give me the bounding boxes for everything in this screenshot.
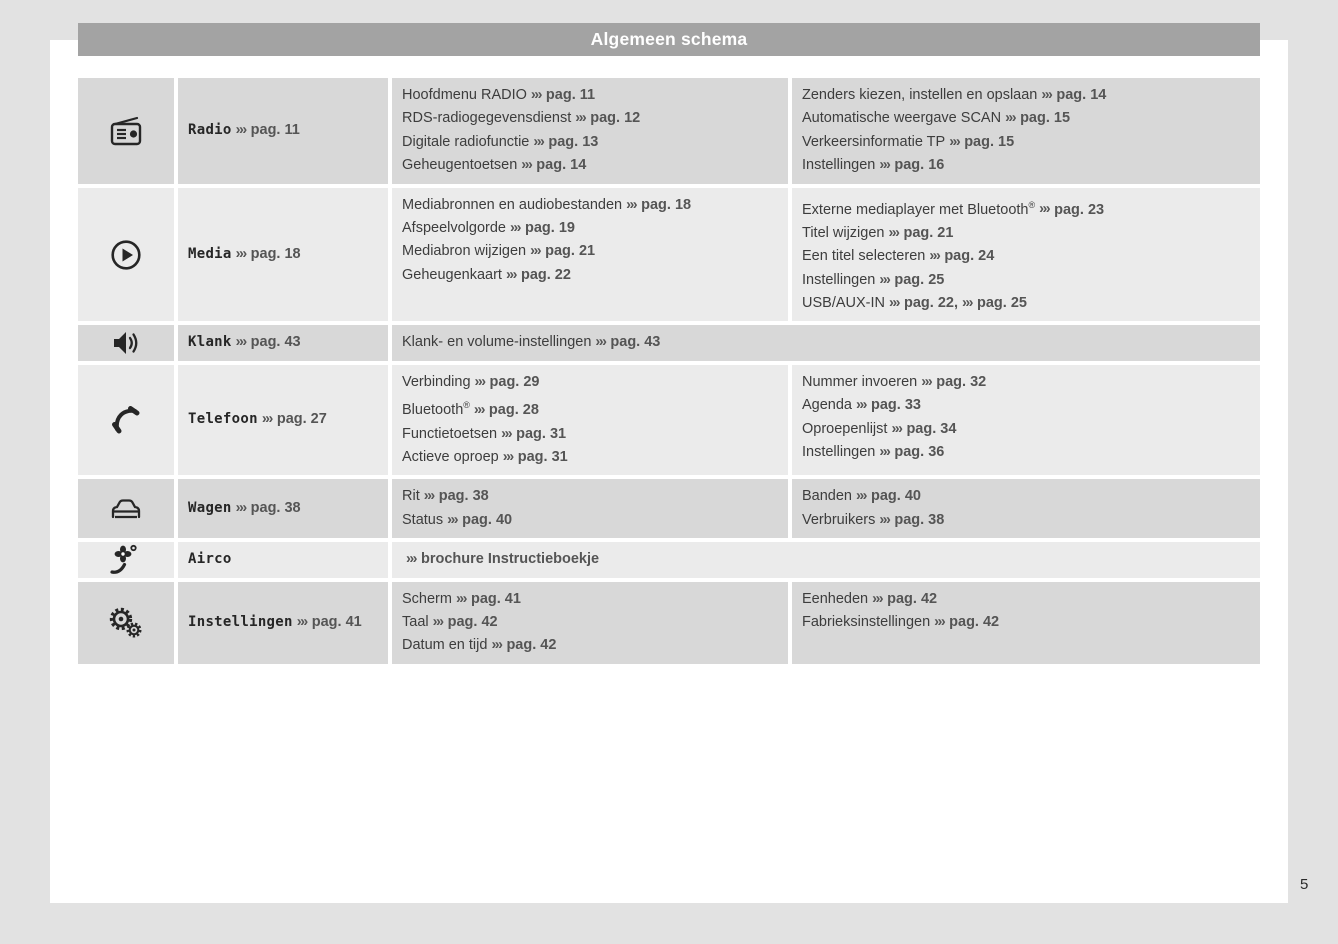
section-name-cell xyxy=(178,325,388,360)
page-ref-link[interactable]: pag. 15 xyxy=(964,133,1015,150)
page-ref-link[interactable]: pag. 25 xyxy=(977,295,1027,312)
car-icon xyxy=(108,494,144,524)
page-ref-link[interactable]: pag. 14 xyxy=(536,157,587,174)
page-ref-link[interactable]: pag. 23 xyxy=(1054,201,1105,218)
toc-entry: Bluetooth® ››› pag. 28 xyxy=(402,400,539,419)
ref-arrow: ››› xyxy=(423,488,434,505)
ref-arrow: ››› xyxy=(521,157,532,174)
ref-arrow: ››› xyxy=(501,425,512,442)
page-ref-link[interactable]: pag. 32 xyxy=(936,373,987,390)
climate-icon xyxy=(78,542,174,577)
toc-entry: Oproepenlijst ››› pag. 34 xyxy=(802,420,957,437)
page-ref-link[interactable]: pag. 15 xyxy=(1020,110,1071,127)
page-ref-link[interactable]: pag. 25 xyxy=(894,271,945,288)
toc-entry: Klank- en volume-instellingen ››› pag. 43 xyxy=(402,334,661,351)
gears-icon xyxy=(107,606,145,640)
page-ref-link[interactable]: pag. 27 xyxy=(276,411,327,428)
page-ref-link[interactable]: pag. 28 xyxy=(488,402,539,419)
registered-mark: ® xyxy=(1028,199,1036,210)
speaker-icon xyxy=(78,325,174,360)
toc-entry: Datum en tijd ››› pag. 42 xyxy=(402,637,557,654)
phone-icon xyxy=(78,365,174,475)
ref-arrow: ››› xyxy=(455,590,466,607)
page-ref-link[interactable]: pag. 21 xyxy=(903,224,954,241)
topics-col1 xyxy=(392,365,788,475)
toc-row-telefoon xyxy=(78,365,1260,475)
page-ref-link[interactable]: pag. 11 xyxy=(545,87,596,103)
page-ref-link[interactable]: pag. 19 xyxy=(525,220,575,237)
section-name: Radio ››› pag. 11 xyxy=(188,122,300,139)
ref-arrow: ››› xyxy=(235,334,246,351)
page-ref-link[interactable]: pag. 43 xyxy=(610,334,661,351)
topics-col2 xyxy=(792,479,1260,538)
ref-arrow: ››› xyxy=(235,245,246,262)
page-ref-link[interactable]: pag. 31 xyxy=(517,448,568,465)
page-ref-link[interactable]: pag. 42 xyxy=(506,637,557,654)
toc-row-radio xyxy=(78,78,1260,184)
toc-entry: Titel wijzigen ››› pag. 21 xyxy=(802,224,954,241)
section-name-cell xyxy=(178,365,388,475)
ref-arrow: ››› xyxy=(473,402,484,419)
section-name-cell xyxy=(178,479,388,538)
section-name: Instellingen ››› pag. 41 xyxy=(188,613,362,630)
phone-icon xyxy=(109,403,143,437)
toc-row-instellingen xyxy=(78,582,1260,664)
toc-entry: Verbruikers ››› pag. 38 xyxy=(802,511,945,528)
toc-entry: Status ››› pag. 40 xyxy=(402,511,513,528)
page-ref-link[interactable]: pag. 41 xyxy=(311,613,362,630)
page-ref-link[interactable]: pag. 29 xyxy=(489,373,540,390)
toc-entry: Externe mediaplayer met Bluetooth® ››› pag. 23 xyxy=(802,199,1105,218)
ref-arrow: ››› xyxy=(879,511,890,528)
toc-entry: Instellingen ››› pag. 25 xyxy=(802,271,945,288)
toc-entry: Een titel selecteren ››› pag. 24 xyxy=(802,248,995,265)
ref-arrow: ››› xyxy=(888,224,899,241)
ref-arrow: ››› xyxy=(533,133,544,150)
topics-col1 xyxy=(392,78,788,184)
toc-entry: Banden ››› pag. 40 xyxy=(802,488,921,505)
topics-col2 xyxy=(792,365,1260,475)
page-ref-link[interactable]: pag. 36 xyxy=(894,444,945,461)
topics-span xyxy=(392,542,1260,577)
page-ref-link[interactable]: pag. 31 xyxy=(516,425,567,442)
ref-arrow: ››› xyxy=(962,295,972,312)
topics-col1 xyxy=(392,479,788,538)
registered-mark: ® xyxy=(463,400,470,411)
ref-arrow: ››› xyxy=(296,613,307,630)
ref-arrow: ››› xyxy=(934,613,945,630)
toc-row-wagen xyxy=(78,479,1260,538)
toc-entry: Hoofdmenu RADIO ››› pag. 11 xyxy=(402,87,596,103)
page-ref-link[interactable]: pag. 42 xyxy=(887,590,938,607)
ref-arrow: ››› xyxy=(595,334,606,351)
ref-arrow: ››› xyxy=(889,295,899,312)
topics-col2 xyxy=(792,188,1260,322)
toc-entry: Afspeelvolgorde ››› pag. 19 xyxy=(402,220,575,237)
page-ref-link[interactable]: pag. 33 xyxy=(871,397,921,414)
page-ref-link[interactable]: pag. 38 xyxy=(438,488,489,505)
page-number: 5 xyxy=(1300,876,1309,893)
page-ref-link[interactable]: pag. 11 xyxy=(250,122,300,139)
toc-row-klank xyxy=(78,325,1260,360)
ref-arrow: ››› xyxy=(432,613,443,630)
toc-entry: Taal ››› pag. 42 xyxy=(402,613,498,630)
toc-entry: Verkeersinformatie TP ››› pag. 15 xyxy=(802,133,1015,150)
ref-arrow: ››› xyxy=(626,196,637,213)
ref-arrow: ››› xyxy=(474,373,485,390)
toc-entry: Instellingen ››› pag. 16 xyxy=(802,157,945,174)
ref-arrow: ››› xyxy=(1005,110,1016,127)
section-header-bar xyxy=(78,23,1260,56)
page-ref-link[interactable]: pag. 42 xyxy=(949,613,1000,630)
toc-entry: RDS-radiogegevensdienst ››› pag. 12 xyxy=(402,110,641,127)
toc-row-media xyxy=(78,188,1260,322)
ref-arrow: ››› xyxy=(235,500,246,517)
ref-arrow: ››› xyxy=(949,133,960,150)
ref-arrow: ››› xyxy=(921,373,932,390)
ref-arrow: ››› xyxy=(879,444,890,461)
climate-icon xyxy=(108,543,144,577)
page-ref-link[interactable]: pag. 38 xyxy=(250,500,301,517)
play-icon xyxy=(109,238,143,272)
ref-arrow: ››› xyxy=(510,220,520,237)
ref-arrow: ››› xyxy=(872,590,883,607)
ref-arrow: ››› xyxy=(575,110,586,127)
ref-arrow: ››› xyxy=(856,397,866,414)
page-ref-link[interactable]: pag. 21 xyxy=(545,243,596,260)
booklet-ref: brochure Instructieboekje xyxy=(421,551,600,568)
topics-col1 xyxy=(392,188,788,322)
ref-arrow: ››› xyxy=(856,488,866,505)
page-ref-link[interactable]: pag. 43 xyxy=(250,334,301,351)
page-ref-link[interactable]: pag. 18 xyxy=(641,196,692,213)
toc-entry: USB/AUX-IN ››› pag. 22, ››› pag. 25 xyxy=(802,295,1027,312)
section-name-cell xyxy=(178,188,388,322)
toc-row-airco xyxy=(78,542,1260,577)
topics-col2 xyxy=(792,78,1260,184)
section-name: Klank ››› pag. 43 xyxy=(188,334,301,351)
toc-entry: Zenders kiezen, instellen en opslaan ››› pag. 14 xyxy=(802,87,1107,103)
ref-arrow: ››› xyxy=(891,420,902,437)
toc-entry: Instellingen ››› pag. 36 xyxy=(802,444,945,461)
ref-arrow: ››› xyxy=(879,157,890,174)
page-ref-link[interactable]: pag. 14 xyxy=(1056,87,1107,103)
toc-entry: Geheugenkaart ››› pag. 22 xyxy=(402,266,571,283)
page-ref-link[interactable]: pag. 12 xyxy=(590,110,641,127)
ref-arrow: ››› xyxy=(530,243,541,260)
ref-arrow: ››› xyxy=(505,266,516,283)
section-name-cell xyxy=(178,582,388,664)
ref-arrow: ››› xyxy=(1041,87,1052,103)
ref-arrow: ››› xyxy=(406,551,416,568)
section-name: Airco xyxy=(188,551,232,568)
topics-col1 xyxy=(392,582,788,664)
page-ref-link[interactable]: pag. 40 xyxy=(871,488,921,505)
page-ref-link[interactable]: pag. 13 xyxy=(548,133,599,150)
ref-arrow: ››› xyxy=(491,637,502,654)
ref-arrow: ››› xyxy=(502,448,513,465)
page-ref-link[interactable]: pag. 18 xyxy=(250,245,301,262)
section-name-cell xyxy=(178,542,388,577)
toc-entry: Nummer invoeren ››› pag. 32 xyxy=(802,373,987,390)
toc-entry: Scherm ››› pag. 41 xyxy=(402,590,521,607)
page-ref-link[interactable]: pag. 24 xyxy=(944,248,995,265)
overview-table xyxy=(78,78,1260,664)
ref-arrow: ››› xyxy=(447,511,458,528)
toc-entry: Automatische weergave SCAN ››› pag. 15 xyxy=(802,110,1071,127)
toc-entry: Mediabronnen en audiobestanden ››› pag. 18 xyxy=(402,196,692,213)
page-ref-link[interactable]: pag. 41 xyxy=(470,590,521,607)
toc-entry: Mediabron wijzigen ››› pag. 21 xyxy=(402,243,596,260)
car-icon xyxy=(78,479,174,538)
toc-entry: Verbinding ››› pag. 29 xyxy=(402,373,540,390)
page-ref-link[interactable]: pag. 22, xyxy=(904,295,958,312)
ref-arrow: ››› xyxy=(530,87,541,103)
ref-arrow: ››› xyxy=(235,122,246,139)
page-ref-link[interactable]: pag. 16 xyxy=(894,157,945,174)
ref-arrow: ››› xyxy=(929,248,940,265)
toc-entry: Digitale radiofunctie ››› pag. 13 xyxy=(402,133,599,150)
ref-arrow: ››› xyxy=(261,411,272,428)
toc-entry: Geheugentoetsen ››› pag. 14 xyxy=(402,157,587,174)
page-ref-link[interactable]: pag. 42 xyxy=(447,613,498,630)
topics-col2 xyxy=(792,582,1260,664)
toc-entry: Fabrieksinstellingen ››› pag. 42 xyxy=(802,613,1000,630)
toc-entry: Eenheden ››› pag. 42 xyxy=(802,590,938,607)
page-ref-link[interactable]: pag. 40 xyxy=(462,511,513,528)
radio-icon xyxy=(78,78,174,184)
toc-entry xyxy=(402,548,1250,571)
toc-entry: Functietoetsen ››› pag. 31 xyxy=(402,425,567,442)
page-ref-link[interactable]: pag. 34 xyxy=(906,420,957,437)
ref-arrow: ››› xyxy=(879,271,890,288)
toc-entry: Agenda ››› pag. 33 xyxy=(802,397,921,414)
toc-entry: Actieve oproep ››› pag. 31 xyxy=(402,448,568,465)
toc-entry: Rit ››› pag. 38 xyxy=(402,488,489,505)
topics-span xyxy=(392,325,1260,360)
ref-arrow: ››› xyxy=(1039,201,1050,218)
section-name-cell xyxy=(178,78,388,184)
section-name: Media ››› pag. 18 xyxy=(188,245,301,262)
play-icon xyxy=(78,188,174,322)
radio-icon xyxy=(108,115,144,147)
section-name: Wagen ››› pag. 38 xyxy=(188,500,301,517)
speaker-icon xyxy=(109,328,143,358)
page-title: Algemeen schema xyxy=(590,29,748,49)
page-ref-link[interactable]: pag. 38 xyxy=(894,511,945,528)
section-name: Telefoon ››› pag. 27 xyxy=(188,411,327,428)
page-ref-link[interactable]: pag. 22 xyxy=(520,266,571,283)
gears-icon xyxy=(78,582,174,664)
